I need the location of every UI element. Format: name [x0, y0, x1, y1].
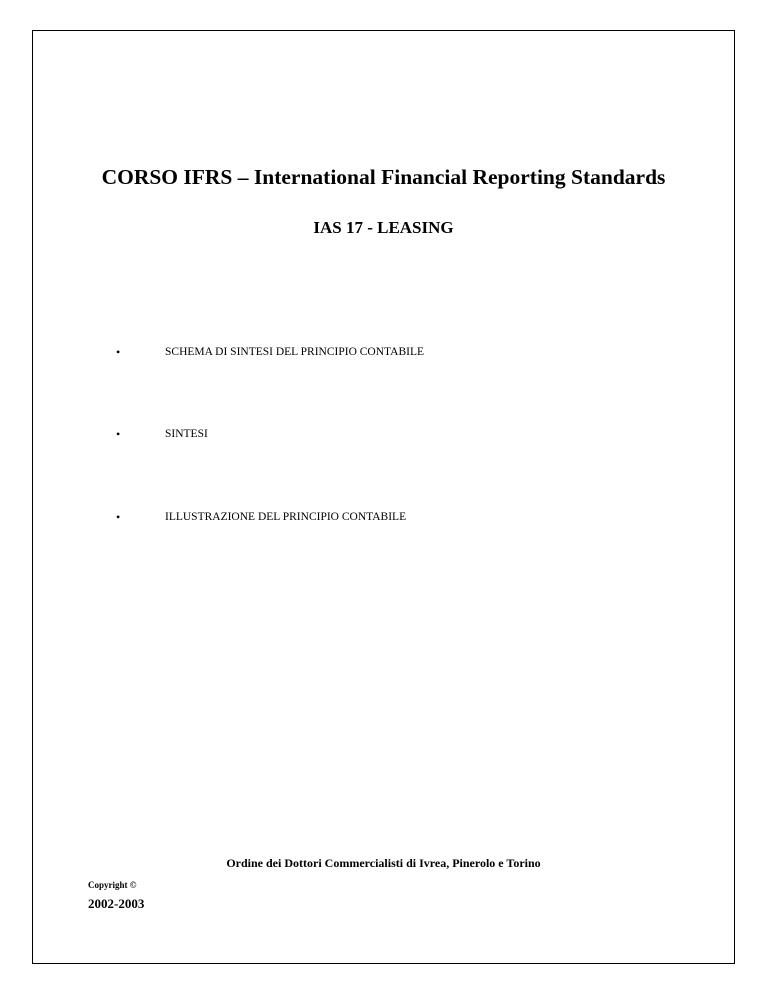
copyright-label: Copyright ©: [88, 880, 137, 890]
copyright-years: 2002-2003: [88, 896, 145, 911]
document-title: CORSO IFRS – International Financial Reporting Standards: [101, 165, 666, 189]
bullet-icon: •: [116, 345, 121, 359]
list-item: [0, 424, 700, 444]
list-item-label: SINTESI: [165, 428, 208, 440]
bullet-icon: •: [116, 510, 121, 524]
list-item: [0, 342, 700, 362]
list-item: [0, 507, 700, 527]
organization-name: Ordine dei Dottori Commercialisti di Ivrea, Pinerolo e Torino: [226, 856, 541, 870]
list-item-label: SCHEMA DI SINTESI DEL PRINCIPIO CONTABILE: [165, 346, 425, 358]
bullet-icon: •: [116, 427, 121, 441]
document-subtitle: IAS 17 - LEASING: [313, 218, 454, 237]
list-item-label: ILLUSTRAZIONE DEL PRINCIPIO CONTABILE: [165, 511, 407, 523]
